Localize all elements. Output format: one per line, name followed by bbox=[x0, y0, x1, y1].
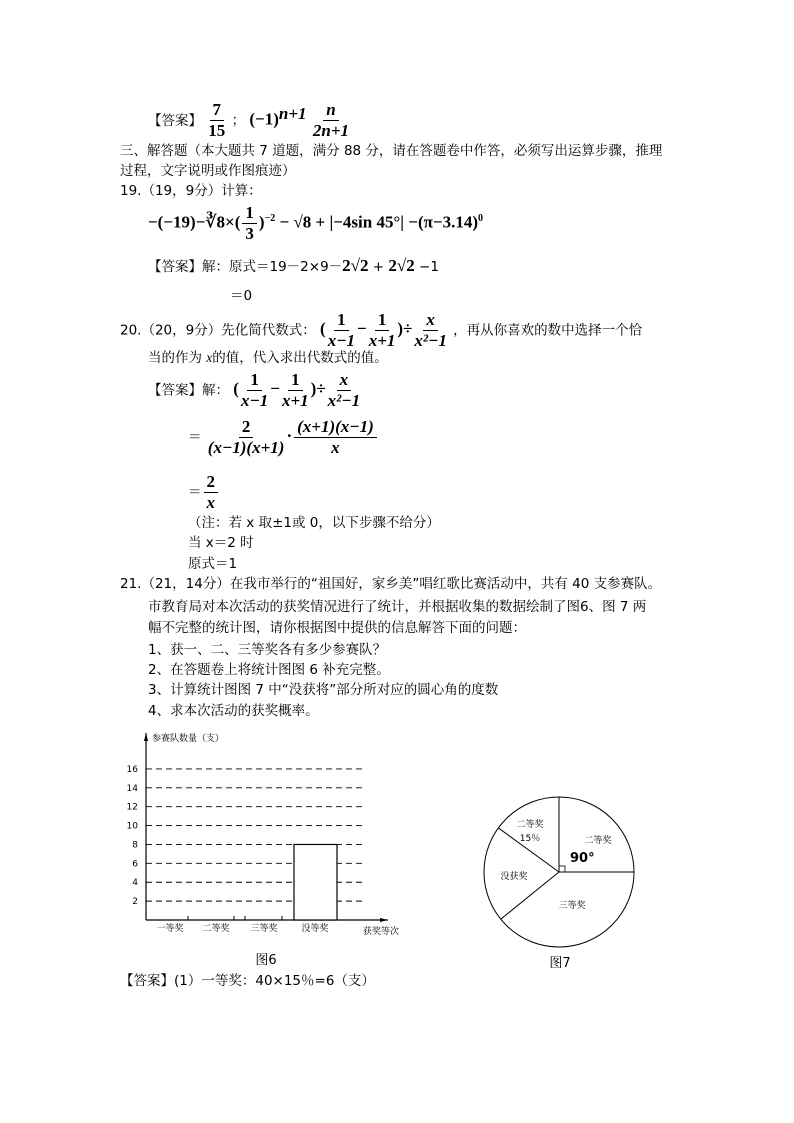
op: − bbox=[270, 379, 280, 399]
x-tick-label: 三等奖 bbox=[250, 924, 278, 934]
q20-when: 当 x＝2 时 bbox=[188, 535, 254, 551]
pie-label: 没获奖 bbox=[500, 872, 528, 882]
paren: ) bbox=[310, 379, 317, 399]
pie-label: 二等奖 bbox=[584, 836, 612, 846]
frac-num: 2 bbox=[204, 472, 219, 493]
answer-tag: 【答案】 bbox=[148, 382, 202, 399]
section-heading-cont: 过程，文字说明或作图痕迹） bbox=[120, 163, 296, 179]
frac-num: 1 bbox=[247, 370, 262, 391]
q21-subquestion: 3、计算统计图图 7 中“没获将”部分所对应的圆心角的度数 bbox=[148, 682, 499, 698]
math-part: + bbox=[368, 259, 389, 275]
frac-den: (x−1)(x+1) bbox=[207, 438, 285, 457]
q21-line: 21.（21，14分）在我市举行的“祖国好，家乡美”唱红歌比赛活动中，共有 40 支参赛队。 bbox=[120, 576, 662, 592]
op: ÷ bbox=[403, 319, 413, 339]
math-part: −1 bbox=[414, 259, 439, 275]
eq: ＝ bbox=[188, 429, 202, 446]
eq: ＝ bbox=[188, 484, 202, 501]
pie-angle-label: 90° bbox=[570, 851, 595, 866]
q19-step2: ＝0 bbox=[230, 288, 253, 304]
figure-caption-7: 图7 bbox=[549, 956, 571, 971]
q19-heading: 19.（19，9分）计算： bbox=[120, 183, 262, 199]
paren: ( bbox=[233, 379, 239, 399]
q21-answer: 【答案】(1）一等奖：40×15％=6（支） bbox=[120, 973, 375, 989]
q20-note: （注：若 x 取±1或 0，以下步骤不给分） bbox=[188, 515, 440, 531]
q21-line: 幅不完整的统计图，请你根据图中提供的信息解答下面的问题： bbox=[148, 620, 526, 636]
figure-caption-6: 图6 bbox=[255, 953, 277, 968]
frac-num: 1 bbox=[334, 310, 349, 331]
text: 的值，代入求出代数式的值。 bbox=[212, 350, 388, 366]
pie-label: 三等奖 bbox=[558, 901, 586, 911]
x-tick-label: 一等奖 bbox=[156, 924, 184, 934]
q20-result: 原式＝1 bbox=[188, 556, 238, 572]
q20-head-text: 20.（20，9分）先化简代数式： bbox=[120, 322, 316, 339]
frac-den: x bbox=[331, 438, 340, 457]
y-axis-arrow bbox=[144, 733, 148, 741]
frac-num: (x+1)(x−1) bbox=[294, 417, 377, 438]
q21-subquestion: 4、求本次活动的获奖概率。 bbox=[148, 703, 319, 719]
answer-tag: 【答案】 bbox=[148, 259, 202, 275]
x-tick-label: 没等奖 bbox=[301, 924, 329, 934]
x-axis-arrow bbox=[380, 918, 388, 922]
frac-num: 7 bbox=[210, 100, 225, 121]
frac-num: 1 bbox=[242, 203, 257, 224]
frac-den: x²−1 bbox=[327, 391, 361, 410]
bar-没等奖 bbox=[294, 844, 337, 920]
frac-num: x bbox=[423, 310, 438, 331]
frac-den: 15 bbox=[208, 121, 226, 140]
q21-subquestion: 2、在答题卷上将统计图图 6 补充完整。 bbox=[148, 662, 390, 678]
frac-num: 1 bbox=[288, 370, 303, 391]
paren: ) bbox=[397, 319, 404, 339]
frac-den: x²−1 bbox=[414, 331, 447, 350]
pie-label: 二等奖 bbox=[516, 820, 544, 830]
x-tick-label: 二等奖 bbox=[202, 924, 230, 934]
math-base: (−1) bbox=[249, 109, 279, 129]
y-tick-label: 6 bbox=[132, 859, 138, 870]
frac-den: x−1 bbox=[240, 391, 269, 410]
section-heading: 三、解答题（本大题共 7 道题，满分 88 分，请在答题卷中作答，必须写出运算步骤，推理 bbox=[120, 143, 663, 159]
answer-tag: 【答案】 bbox=[148, 112, 202, 129]
frac-den: 2n+1 bbox=[312, 121, 350, 140]
op: ÷ bbox=[316, 379, 326, 399]
math-part: 2√2 bbox=[342, 256, 369, 275]
y-tick-label: 4 bbox=[132, 878, 138, 889]
q20-tail-text: ，再从你喜欢的数中选择一个恰 bbox=[453, 322, 643, 339]
frac-den: x−1 bbox=[327, 331, 356, 350]
y-tick-label: 10 bbox=[126, 821, 138, 832]
q21-subquestion: 1、获一、二、三等奖各有多少参赛队？ bbox=[148, 642, 387, 658]
pie-percent-label: 15％ bbox=[519, 834, 541, 844]
math-exp: −2 bbox=[264, 212, 276, 224]
op: · bbox=[286, 426, 293, 446]
op: − bbox=[357, 319, 367, 339]
math-part: − √8 + |−4sin 45°| −(π−3.14) bbox=[275, 212, 479, 232]
q21-line: 市教育局对本次活动的获奖情况进行了统计，并根据收集的数据绘制了图6、图 7 两 bbox=[148, 599, 647, 615]
frac-den: x+1 bbox=[281, 391, 309, 410]
text: 当的作为 bbox=[148, 350, 207, 366]
math-exp: 0 bbox=[478, 212, 484, 224]
y-axis-label: 参赛队数量（支） bbox=[152, 734, 225, 744]
math-part: 2√2 bbox=[388, 256, 415, 275]
answer-text: 解：原式＝19－2×9－ bbox=[202, 259, 343, 275]
x-axis-label: 获奖等次 bbox=[363, 927, 400, 937]
y-tick-label: 16 bbox=[126, 764, 138, 775]
frac-num: x bbox=[337, 370, 352, 391]
frac-den: x+1 bbox=[368, 331, 396, 350]
var: x bbox=[206, 350, 213, 365]
frac-den: x bbox=[206, 493, 215, 512]
separator: ； bbox=[231, 112, 246, 129]
y-tick-label: 8 bbox=[132, 840, 138, 851]
y-tick-label: 14 bbox=[126, 783, 138, 794]
answer-text: 解： bbox=[202, 382, 229, 399]
frac-num: 2 bbox=[239, 417, 254, 438]
paren: ( bbox=[320, 319, 326, 339]
math-part: ) bbox=[258, 212, 265, 232]
math-part: −(−19)−∛8×( bbox=[148, 212, 241, 232]
math-exp: n+1 bbox=[278, 104, 307, 123]
y-tick-label: 2 bbox=[132, 897, 138, 908]
frac-num: 1 bbox=[375, 310, 390, 331]
frac-den: 3 bbox=[245, 224, 254, 243]
frac-num: n bbox=[323, 100, 338, 121]
y-tick-label: 12 bbox=[126, 802, 138, 813]
